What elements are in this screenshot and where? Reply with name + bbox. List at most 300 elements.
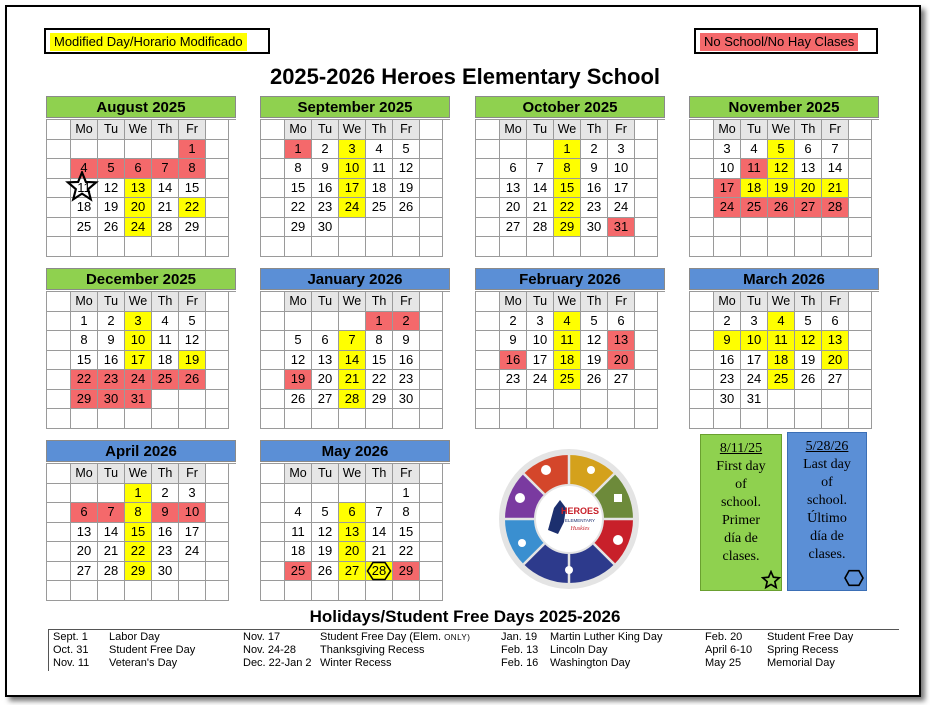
- grid-cell: [206, 331, 229, 351]
- grid-cell: [98, 484, 125, 504]
- grid-cell: [206, 523, 229, 543]
- grid-cell: [527, 140, 554, 160]
- day-cell: 10: [741, 331, 768, 351]
- day-cell: 5: [285, 331, 312, 351]
- day-cell: 6: [312, 331, 339, 351]
- day-header: We: [339, 292, 366, 312]
- day-cell: 17: [179, 523, 206, 543]
- day-cell: 9: [312, 159, 339, 179]
- day-header: Fr: [179, 292, 206, 312]
- day-cell: 23: [152, 542, 179, 562]
- month-title: April 2026: [46, 440, 236, 462]
- day-cell: 14: [339, 351, 366, 371]
- last-day-note: [787, 432, 867, 591]
- day-cell: 20: [608, 351, 635, 371]
- month-title: May 2026: [260, 440, 450, 462]
- grid-cell: [261, 292, 285, 312]
- grid-cell: [608, 390, 635, 410]
- day-header: Th: [152, 464, 179, 484]
- day-header: Mo: [285, 292, 312, 312]
- grid-cell: [206, 562, 229, 582]
- holiday-name: Winter Recess: [320, 657, 392, 669]
- day-header: Tu: [98, 120, 125, 140]
- grid-cell: [339, 484, 366, 504]
- grid-cell: [393, 581, 420, 601]
- day-cell: 15: [285, 179, 312, 199]
- day-header: Th: [152, 120, 179, 140]
- grid-cell: [261, 237, 285, 257]
- grid-cell: [476, 159, 500, 179]
- grid-cell: [47, 370, 71, 390]
- grid-cell: [420, 218, 443, 238]
- day-cell: 27: [312, 390, 339, 410]
- grid-cell: [366, 581, 393, 601]
- day-cell: 13: [71, 523, 98, 543]
- grid-cell: [393, 237, 420, 257]
- grid-cell: [690, 140, 714, 160]
- grid-cell: [690, 390, 714, 410]
- grid-cell: [476, 198, 500, 218]
- day-cell: 17: [608, 179, 635, 199]
- day-cell: 5: [312, 503, 339, 523]
- grid-cell: [312, 237, 339, 257]
- day-cell: 23: [581, 198, 608, 218]
- day-header: Mo: [285, 120, 312, 140]
- month-august-2025: [46, 96, 236, 257]
- day-cell: 26: [285, 390, 312, 410]
- day-cell: 26: [768, 198, 795, 218]
- day-cell: 13: [125, 179, 152, 199]
- day-header: Th: [581, 120, 608, 140]
- grid-cell: [206, 409, 229, 429]
- day-cell: 1: [71, 312, 98, 332]
- day-cell: 6: [795, 140, 822, 160]
- holiday-row: [501, 657, 663, 670]
- grid-cell: [635, 179, 658, 199]
- day-cell: 27: [795, 198, 822, 218]
- day-cell: 7: [527, 159, 554, 179]
- grid-cell: [152, 390, 179, 410]
- day-cell: 13: [608, 331, 635, 351]
- grid-cell: [635, 351, 658, 371]
- day-cell: 5: [795, 312, 822, 332]
- day-cell: 5: [98, 159, 125, 179]
- grid-cell: [500, 409, 527, 429]
- day-cell: 21: [152, 198, 179, 218]
- holiday-name: Veteran's Day: [109, 657, 178, 669]
- day-cell: 17: [741, 351, 768, 371]
- grid-cell: [47, 159, 71, 179]
- day-cell: 8: [179, 159, 206, 179]
- day-cell: 14: [98, 523, 125, 543]
- grid-cell: [261, 120, 285, 140]
- day-header: We: [339, 464, 366, 484]
- grid-cell: [366, 218, 393, 238]
- school-logo: [498, 448, 640, 590]
- grid-cell: [690, 370, 714, 390]
- holiday-name: Lincoln Day: [550, 644, 608, 656]
- day-cell: 3: [527, 312, 554, 332]
- logo-subtitle: ELEMENTARY: [564, 518, 596, 523]
- day-cell: 20: [312, 370, 339, 390]
- grid-cell: [690, 179, 714, 199]
- day-cell: 6: [500, 159, 527, 179]
- grid-cell: [741, 237, 768, 257]
- day-cell: 28: [822, 198, 849, 218]
- grid-cell: [476, 312, 500, 332]
- day-header: We: [339, 120, 366, 140]
- holiday-name: Thanksgiving Recess: [320, 644, 425, 656]
- day-cell: 15: [179, 179, 206, 199]
- day-cell: 1: [179, 140, 206, 160]
- day-header: Mo: [500, 292, 527, 312]
- holiday-date: May 25: [705, 657, 742, 669]
- grid-cell: [420, 198, 443, 218]
- day-cell: 4: [71, 159, 98, 179]
- holiday-name: Student Free Day: [767, 631, 854, 643]
- month-title: March 2026: [689, 268, 879, 290]
- holiday-row: [53, 631, 195, 644]
- day-cell: 31: [125, 390, 152, 410]
- grid-cell: [635, 218, 658, 238]
- month-grid: [46, 291, 236, 429]
- grid-cell: [206, 370, 229, 390]
- grid-cell: [714, 218, 741, 238]
- holiday-row: [705, 631, 853, 644]
- day-cell: 13: [312, 351, 339, 371]
- day-cell: 4: [152, 312, 179, 332]
- day-header: We: [125, 464, 152, 484]
- month-grid: [260, 291, 450, 429]
- day-cell: 28: [527, 218, 554, 238]
- day-cell: 18: [554, 351, 581, 371]
- day-cell: 16: [393, 351, 420, 371]
- day-cell: 4: [741, 140, 768, 160]
- day-cell: 17: [714, 179, 741, 199]
- day-cell: 27: [500, 218, 527, 238]
- grid-cell: [47, 484, 71, 504]
- grid-cell: [690, 237, 714, 257]
- grid-cell: [795, 218, 822, 238]
- grid-cell: [420, 523, 443, 543]
- grid-cell: [849, 218, 872, 238]
- grid-cell: [420, 159, 443, 179]
- hexagon-icon: [366, 561, 392, 581]
- day-cell: 3: [608, 140, 635, 160]
- grid-cell: [690, 120, 714, 140]
- day-cell: 23: [714, 370, 741, 390]
- grid-cell: [476, 370, 500, 390]
- day-cell: 18: [366, 179, 393, 199]
- day-cell: 20: [500, 198, 527, 218]
- day-cell: 13: [822, 331, 849, 351]
- day-header: We: [554, 292, 581, 312]
- day-cell: 16: [714, 351, 741, 371]
- month-september-2025: [260, 96, 450, 257]
- month-december-2025: [46, 268, 236, 429]
- day-cell: 2: [152, 484, 179, 504]
- day-cell: 6: [71, 503, 98, 523]
- day-cell: 9: [581, 159, 608, 179]
- first-day-note: [700, 434, 782, 591]
- day-cell: 1: [366, 312, 393, 332]
- grid-cell: [285, 312, 312, 332]
- last-day-text: Last day of school. Último día de clases.: [803, 457, 851, 562]
- grid-cell: [312, 312, 339, 332]
- grid-cell: [206, 351, 229, 371]
- month-grid: [475, 119, 665, 257]
- grid-cell: [714, 409, 741, 429]
- day-cell: 5: [179, 312, 206, 332]
- grid-cell: [527, 390, 554, 410]
- grid-cell: [849, 140, 872, 160]
- day-cell: 22: [125, 542, 152, 562]
- day-cell: 31: [741, 390, 768, 410]
- grid-cell: [690, 409, 714, 429]
- holiday-row: [705, 657, 853, 670]
- day-cell: 29: [71, 390, 98, 410]
- grid-cell: [98, 237, 125, 257]
- grid-cell: [261, 523, 285, 543]
- month-grid: [689, 291, 879, 429]
- grid-cell: [849, 292, 872, 312]
- grid-cell: [849, 331, 872, 351]
- holiday-column: [501, 631, 663, 670]
- last-day-cell: 28: [366, 562, 393, 582]
- holiday-date: Sept. 1: [53, 631, 88, 643]
- grid-cell: [608, 237, 635, 257]
- day-header: Mo: [500, 120, 527, 140]
- holiday-date: Nov. 11: [53, 657, 90, 669]
- day-cell: 11: [741, 159, 768, 179]
- grid-cell: [420, 370, 443, 390]
- grid-cell: [635, 159, 658, 179]
- holidays-title: Holidays/Student Free Days 2025-2026: [309, 607, 621, 626]
- grid-cell: [554, 409, 581, 429]
- grid-cell: [285, 237, 312, 257]
- grid-cell: [312, 581, 339, 601]
- day-cell: 10: [527, 331, 554, 351]
- day-cell: 17: [339, 179, 366, 199]
- day-cell: 22: [285, 198, 312, 218]
- day-header: Fr: [608, 292, 635, 312]
- day-cell: 11: [554, 331, 581, 351]
- grid-cell: [152, 237, 179, 257]
- grid-cell: [206, 159, 229, 179]
- grid-cell: [261, 179, 285, 199]
- day-cell: 4: [554, 312, 581, 332]
- grid-cell: [849, 312, 872, 332]
- holiday-date: Feb. 13: [501, 644, 539, 656]
- grid-cell: [206, 179, 229, 199]
- holiday-row: [243, 644, 470, 657]
- day-cell: 27: [71, 562, 98, 582]
- grid-cell: [206, 292, 229, 312]
- day-cell: 17: [527, 351, 554, 371]
- holiday-row: [501, 631, 663, 644]
- day-cell: 20: [795, 179, 822, 199]
- grid-cell: [581, 390, 608, 410]
- grid-cell: [47, 390, 71, 410]
- day-cell: 24: [527, 370, 554, 390]
- legend-modified-day: [44, 28, 270, 54]
- day-cell: 30: [393, 390, 420, 410]
- holiday-row: [53, 644, 195, 657]
- holiday-note: ONLY): [444, 633, 471, 642]
- day-cell: 3: [179, 484, 206, 504]
- grid-cell: [635, 331, 658, 351]
- holiday-name: Student Free Day: [109, 644, 196, 656]
- grid-cell: [206, 503, 229, 523]
- grid-cell: [152, 140, 179, 160]
- day-cell: 27: [339, 562, 366, 582]
- day-cell: 30: [98, 390, 125, 410]
- day-cell: 19: [179, 351, 206, 371]
- grid-cell: [261, 140, 285, 160]
- grid-cell: [420, 562, 443, 582]
- grid-cell: [47, 542, 71, 562]
- grid-cell: [554, 237, 581, 257]
- grid-cell: [47, 331, 71, 351]
- legend-no-school-label: No School/No Hay Clases: [700, 33, 858, 51]
- day-header: Fr: [179, 464, 206, 484]
- day-cell: 29: [125, 562, 152, 582]
- day-cell: 1: [285, 140, 312, 160]
- month-grid: [46, 463, 236, 601]
- logo-name: HEROES: [560, 506, 600, 516]
- day-cell: 3: [714, 140, 741, 160]
- grid-cell: [393, 409, 420, 429]
- day-header: Mo: [71, 292, 98, 312]
- grid-cell: [741, 218, 768, 238]
- day-cell: 21: [822, 179, 849, 199]
- grid-cell: [261, 409, 285, 429]
- grid-cell: [690, 351, 714, 371]
- holiday-date: Dec. 22-Jan 2: [243, 657, 312, 669]
- day-header: Th: [581, 292, 608, 312]
- grid-cell: [768, 237, 795, 257]
- day-cell: 28: [98, 562, 125, 582]
- day-cell: 5: [393, 140, 420, 160]
- grid-cell: [420, 390, 443, 410]
- grid-cell: [849, 409, 872, 429]
- holiday-name: Martin Luther King Day: [550, 631, 663, 643]
- grid-cell: [261, 351, 285, 371]
- day-cell: 18: [71, 198, 98, 218]
- day-cell: 18: [152, 351, 179, 371]
- month-grid: [260, 463, 450, 601]
- grid-cell: [635, 140, 658, 160]
- grid-cell: [795, 409, 822, 429]
- month-may-2026: [260, 440, 450, 601]
- day-cell: 27: [608, 370, 635, 390]
- month-title: November 2025: [689, 96, 879, 118]
- month-april-2026: [46, 440, 236, 601]
- holiday-date: Oct. 31: [53, 644, 89, 656]
- day-cell: 14: [822, 159, 849, 179]
- day-cell: 31: [608, 218, 635, 238]
- day-header: Th: [795, 292, 822, 312]
- grid-cell: [47, 198, 71, 218]
- grid-cell: [635, 312, 658, 332]
- grid-cell: [849, 120, 872, 140]
- day-header: Th: [366, 120, 393, 140]
- day-header: Th: [152, 292, 179, 312]
- day-cell: 8: [393, 503, 420, 523]
- day-cell: 16: [152, 523, 179, 543]
- day-header: We: [768, 120, 795, 140]
- holiday-column: [53, 631, 195, 670]
- day-cell: 26: [312, 562, 339, 582]
- day-cell: 25: [741, 198, 768, 218]
- grid-cell: [206, 484, 229, 504]
- grid-cell: [714, 237, 741, 257]
- day-cell: 23: [393, 370, 420, 390]
- grid-cell: [476, 390, 500, 410]
- day-cell: 4: [285, 503, 312, 523]
- day-cell: 14: [527, 179, 554, 199]
- day-cell: 4: [366, 140, 393, 160]
- day-header: Fr: [608, 120, 635, 140]
- month-november-2025: [689, 96, 879, 257]
- day-cell: 23: [98, 370, 125, 390]
- holidays-table: [48, 629, 899, 671]
- day-cell: 24: [339, 198, 366, 218]
- grid-cell: [71, 409, 98, 429]
- grid-cell: [47, 503, 71, 523]
- grid-cell: [339, 312, 366, 332]
- grid-cell: [849, 237, 872, 257]
- day-cell: 15: [554, 179, 581, 199]
- day-cell: 7: [822, 140, 849, 160]
- grid-cell: [47, 292, 71, 312]
- day-cell: 5: [581, 312, 608, 332]
- day-cell: 5: [768, 140, 795, 160]
- holiday-name: Spring Recess: [767, 644, 839, 656]
- grid-cell: [47, 312, 71, 332]
- grid-cell: [261, 218, 285, 238]
- day-cell: 29: [366, 390, 393, 410]
- grid-cell: [261, 370, 285, 390]
- day-cell: 24: [179, 542, 206, 562]
- grid-cell: [795, 390, 822, 410]
- grid-cell: [261, 562, 285, 582]
- grid-cell: [261, 464, 285, 484]
- day-header: Tu: [312, 292, 339, 312]
- grid-cell: [849, 370, 872, 390]
- grid-cell: [527, 409, 554, 429]
- grid-cell: [47, 179, 71, 199]
- day-cell: 21: [339, 370, 366, 390]
- day-cell: 22: [554, 198, 581, 218]
- day-cell: 12: [179, 331, 206, 351]
- grid-cell: [690, 198, 714, 218]
- day-cell: 18: [768, 351, 795, 371]
- grid-cell: [206, 390, 229, 410]
- month-title: August 2025: [46, 96, 236, 118]
- day-cell: 18: [285, 542, 312, 562]
- day-header: Th: [795, 120, 822, 140]
- grid-cell: [206, 198, 229, 218]
- day-cell: 13: [795, 159, 822, 179]
- day-cell: 12: [795, 331, 822, 351]
- day-cell: 2: [500, 312, 527, 332]
- day-cell: 15: [393, 523, 420, 543]
- day-cell: 10: [608, 159, 635, 179]
- holiday-name: Labor Day: [109, 631, 160, 643]
- day-header: Mo: [714, 120, 741, 140]
- day-cell: 12: [285, 351, 312, 371]
